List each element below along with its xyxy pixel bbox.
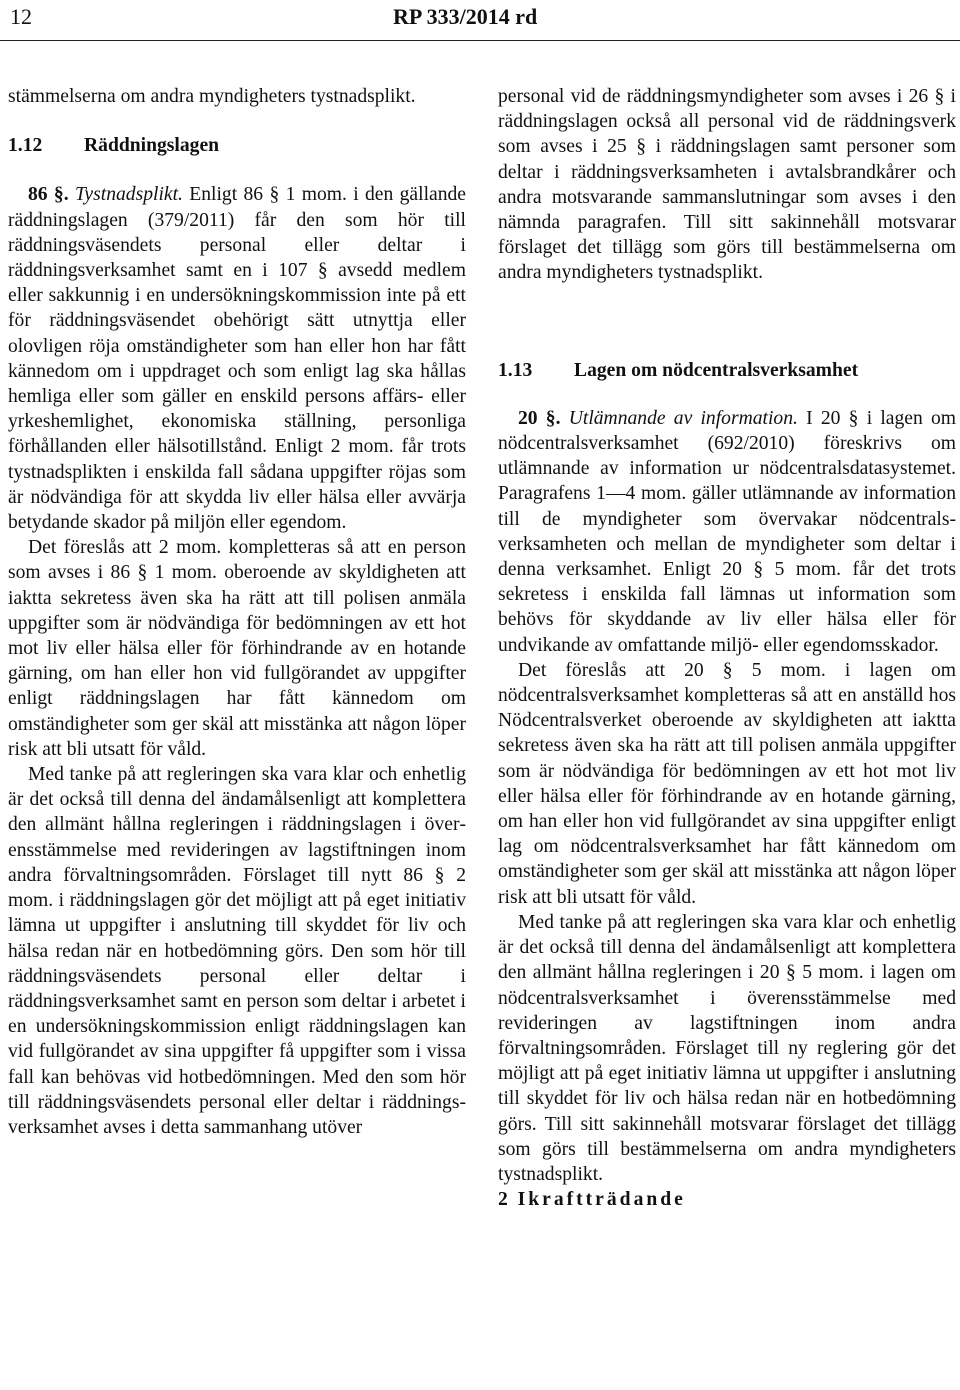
page-header — [0, 0, 960, 41]
paragraph-text: I 20 § i lagen om nödcentralsverksamhet (692/2010) föreskrivs om utlämnande av information ur nödcentralsdatasystemet. Paragrafens 1—4 mom. gäller utlämnande av information till de myndigheter som övervakar nödcentralsverksamheten och mellan de myndigheter som deltar i denna verksamhet. Enligt 20 § 5 mom. får det trots sekretess i enskilda fall lämnas ut information som behövs för skyddande av liv eller hälsa eller för undvikande av omfattande miljö- eller egendomsskador. — [498, 407, 957, 656]
heading-title: Räddningslagen — [84, 135, 220, 157]
right-column — [498, 84, 956, 1212]
paragraph-text: Enligt 86 § 1 mom. i den gällande räddningslagen (379/2011) får den som hör till räddningsväsendets personal eller deltar i räddningsverksamhet samt en i 107 § avsedd medlem eller sakkunnig i en undersökningskommission inte på ett för räddningsväsendet obehörigt sätt utnyttja eller olovligen röja omständigheter som han eller hon har fått kännedom om i uppdraget och som enligt lag ska hållas hemliga eller som gäller en enskild persons affärs- eller yrkeshemlighet, ekonomiska ställning, personliga förhållanden eller hälsotillstånd. Enligt 2 mom. får trots tystnadsplikten i enskilda fall sådana uppgifter röjas som är nödvändiga för att skydda liv eller hälsa eller avvärja betydande skador på miljön eller egendom. — [8, 184, 467, 534]
intro-paragraph: stämmelserna om andra myndigheters tystnadsplikt. — [8, 86, 416, 107]
section-heading-1-13 — [498, 358, 956, 383]
continued-paragraph: personal vid de räddningsmyndigheter som avses i 26 § i räddningslagen också all personal vid de räddningsverk som avses i 25 § i räddningslagen samt personer som deltar i räddningsverksamheten i avtalsbrandkårer och andra motsvarande sammanslutningar som avses i den nämnda paragrafen. Till sitt sakinnehåll motsvarar förslaget det tillägg som görs till bestämmelserna om andra myndigheters tystnadsplikt. — [498, 86, 956, 284]
section-number: 86 §. — [28, 184, 69, 206]
document-id: RP 333/2014 rd — [393, 4, 538, 29]
left-column — [8, 84, 466, 1140]
paragraph-proposal: Det föreslås att 2 mom. kompletteras så att en person som avses i 86 § 1 mom. oberoende av skyldigheten att iaktta sekretess även ska ha rätt att till polisen anmäla uppgifter som är nödvändiga för bedömningen av ett hot mot liv eller hälsa eller för förhindrande av en hotande gärning, om han eller hon vid fullgörandet av uppgifter enligt räddningslagen har fått kännedom om omständigheter som ger skäl att misstänka att någon löper risk att bli utsatt för våld. — [8, 537, 466, 760]
section-title: Utlämnande av information. — [568, 407, 798, 429]
chapter-number: 2 — [498, 1189, 508, 1211]
section-title: Tystnadsplikt. — [74, 184, 183, 206]
heading-number: 1.12 — [8, 135, 43, 157]
heading-title: Lagen om nödcentralsverksamhet — [574, 359, 859, 381]
paragraph-20-intro — [498, 406, 956, 658]
paragraph-motivation: Med tanke på att regleringen ska vara klar och enhetlig är det också till denna del ändamålsenligt att komplettera den allmänt hållna regleringen i 20 § 5 mom. i lagen om nödcentralsverksamhet i överensstämmelse med revideringen av lagstiftningen inom andra förvaltningsområden. Förslaget till ny reglering gör det möjligt att på eget initiativ lämna ut uppgifter i anslutning till skyddet för liv och hälsa redan när en hotbedömning görs. Till sitt sakinnehåll motsvarar förslaget det tillägg som görs till bestämmelserna om andra myndigheters tystnadsplikt. — [498, 911, 956, 1185]
paragraph-motivation: Med tanke på att regleringen ska vara klar och enhetlig är det också till denna del ändamålsenligt att komplettera den allmänt hållna regleringen i räddningslagen i överensstämmelse med revideringen av lagstiftningen inom andra förvaltningsområden. Förslaget till nytt 86 § 2 mom. i räddningslagen gör det möjligt att på eget initiativ lämna ut uppgifter i anslutning till skyddet för liv och hälsa redan när en hotbedömning görs. Den som hör till räddningsväsendets personal eller deltar i räddningsverksamhet samt en person som deltar i arbetet i en undersökningskommission enligt räddningslagen kan vid fullgörandet av sina uppgifter få uppgifter som i vissa fall kan behövas vid hotbedömningen. Med den som hör till räddningsväsendets personal eller deltar i räddningsverksamhet avses i detta sammanhang utöver — [8, 764, 466, 1138]
paragraph-86-intro — [8, 182, 466, 535]
section-number: 20 §. — [518, 407, 561, 429]
heading-number: 1.13 — [498, 359, 533, 381]
chapter-title: Ikraftträdande — [517, 1189, 686, 1211]
page-number: 12 — [10, 4, 32, 29]
paragraph-proposal: Det föreslås att 20 § 5 mom. i lagen om nödcentralsverksamhet kompletteras så att en anställd hos Nödcentralsverket oberoende av skyldigheten att iaktta sekretess även ska ha rätt att till polisen anmäla uppgifter som är nödvändiga för bedömningen av ett hot mot liv eller hälsa eller för förhindrande av en hotande gärning, om han eller hon vid fullgörandet av sina uppgifter enligt lag om nödcentralsverksamhet har fått kännedom om omständigheter som ger skäl att misstänka att någon löper risk att bli utsatt för våld. — [498, 659, 956, 908]
section-heading-1-12 — [8, 133, 466, 158]
next-chapter-heading — [498, 1187, 956, 1212]
